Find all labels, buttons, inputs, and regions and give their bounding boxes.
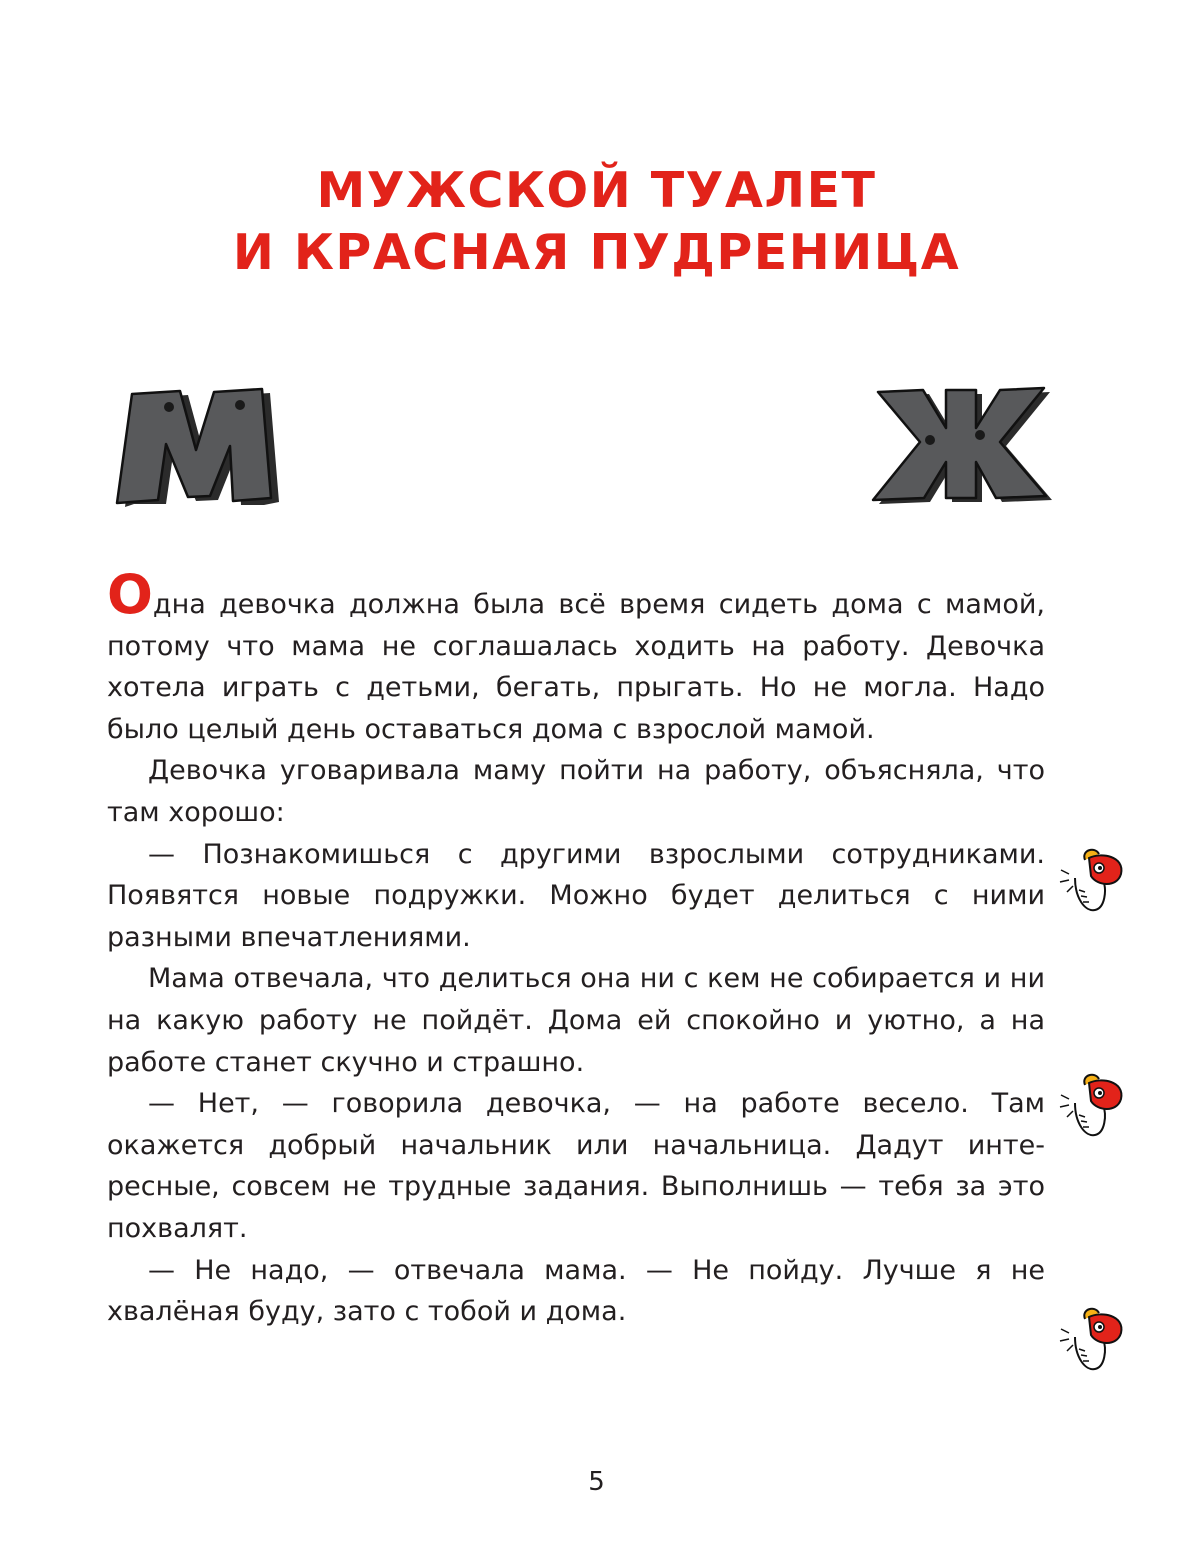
women-sign-icon xyxy=(868,380,1053,505)
bird-icon xyxy=(1055,1063,1135,1143)
paragraph xyxy=(107,563,1045,750)
page-number: 5 xyxy=(588,1467,605,1497)
men-sign-letter: М xyxy=(110,380,111,381)
paragraph: Мама отвечала, что делиться она ни с кем не собирается и ни на какую работу не пойдёт. Дома ей спокойно и уютно, а на работе станет скучно и страшно. xyxy=(107,963,1045,1078)
paragraph: Девочка уговаривала маму пойти на работу, объясняла, что там хорошо: xyxy=(107,755,1045,828)
bird-icon xyxy=(1055,838,1135,918)
drop-cap: О xyxy=(107,563,153,626)
men-sign-icon xyxy=(110,380,280,510)
bird-icon xyxy=(1055,1297,1135,1377)
women-sign-letter: Ж xyxy=(868,380,870,381)
chapter-title-line-1: МУЖСКОЙ ТУАЛЕТ xyxy=(316,162,877,219)
chapter-title-line-2: И КРАСНАЯ ПУДРЕНИЦА xyxy=(232,224,961,281)
story-text xyxy=(107,563,1045,1333)
paragraph: — Нет, — говорила девочка, — на работе весело. Там окажется добрый начальник или начальница. Дадут интересные, совсем не трудные задания. Выполнишь — тебя за это похвалят. xyxy=(107,1088,1045,1244)
paragraph: — Познакомишься с другими взрослыми сотрудниками. Появятся новые подружки. Можно будет делиться с ними разными впечатлениями. xyxy=(107,838,1045,953)
chapter-title xyxy=(0,160,1193,284)
paragraph: — Не надо, — отвечала мама. — Не пойду. Лучше я не хвалёная буду, зато с тобой и дома. xyxy=(107,1254,1045,1328)
paragraph-text: дна девочка должна была всё время сидеть дома с мамой, потому что мама не соглашалась ходить на работу. Девочка хотела играть с детьми, бегать, прыгать. Но не могла. Надо было целый день оставаться дома с взрослой мамой. xyxy=(107,589,1045,745)
